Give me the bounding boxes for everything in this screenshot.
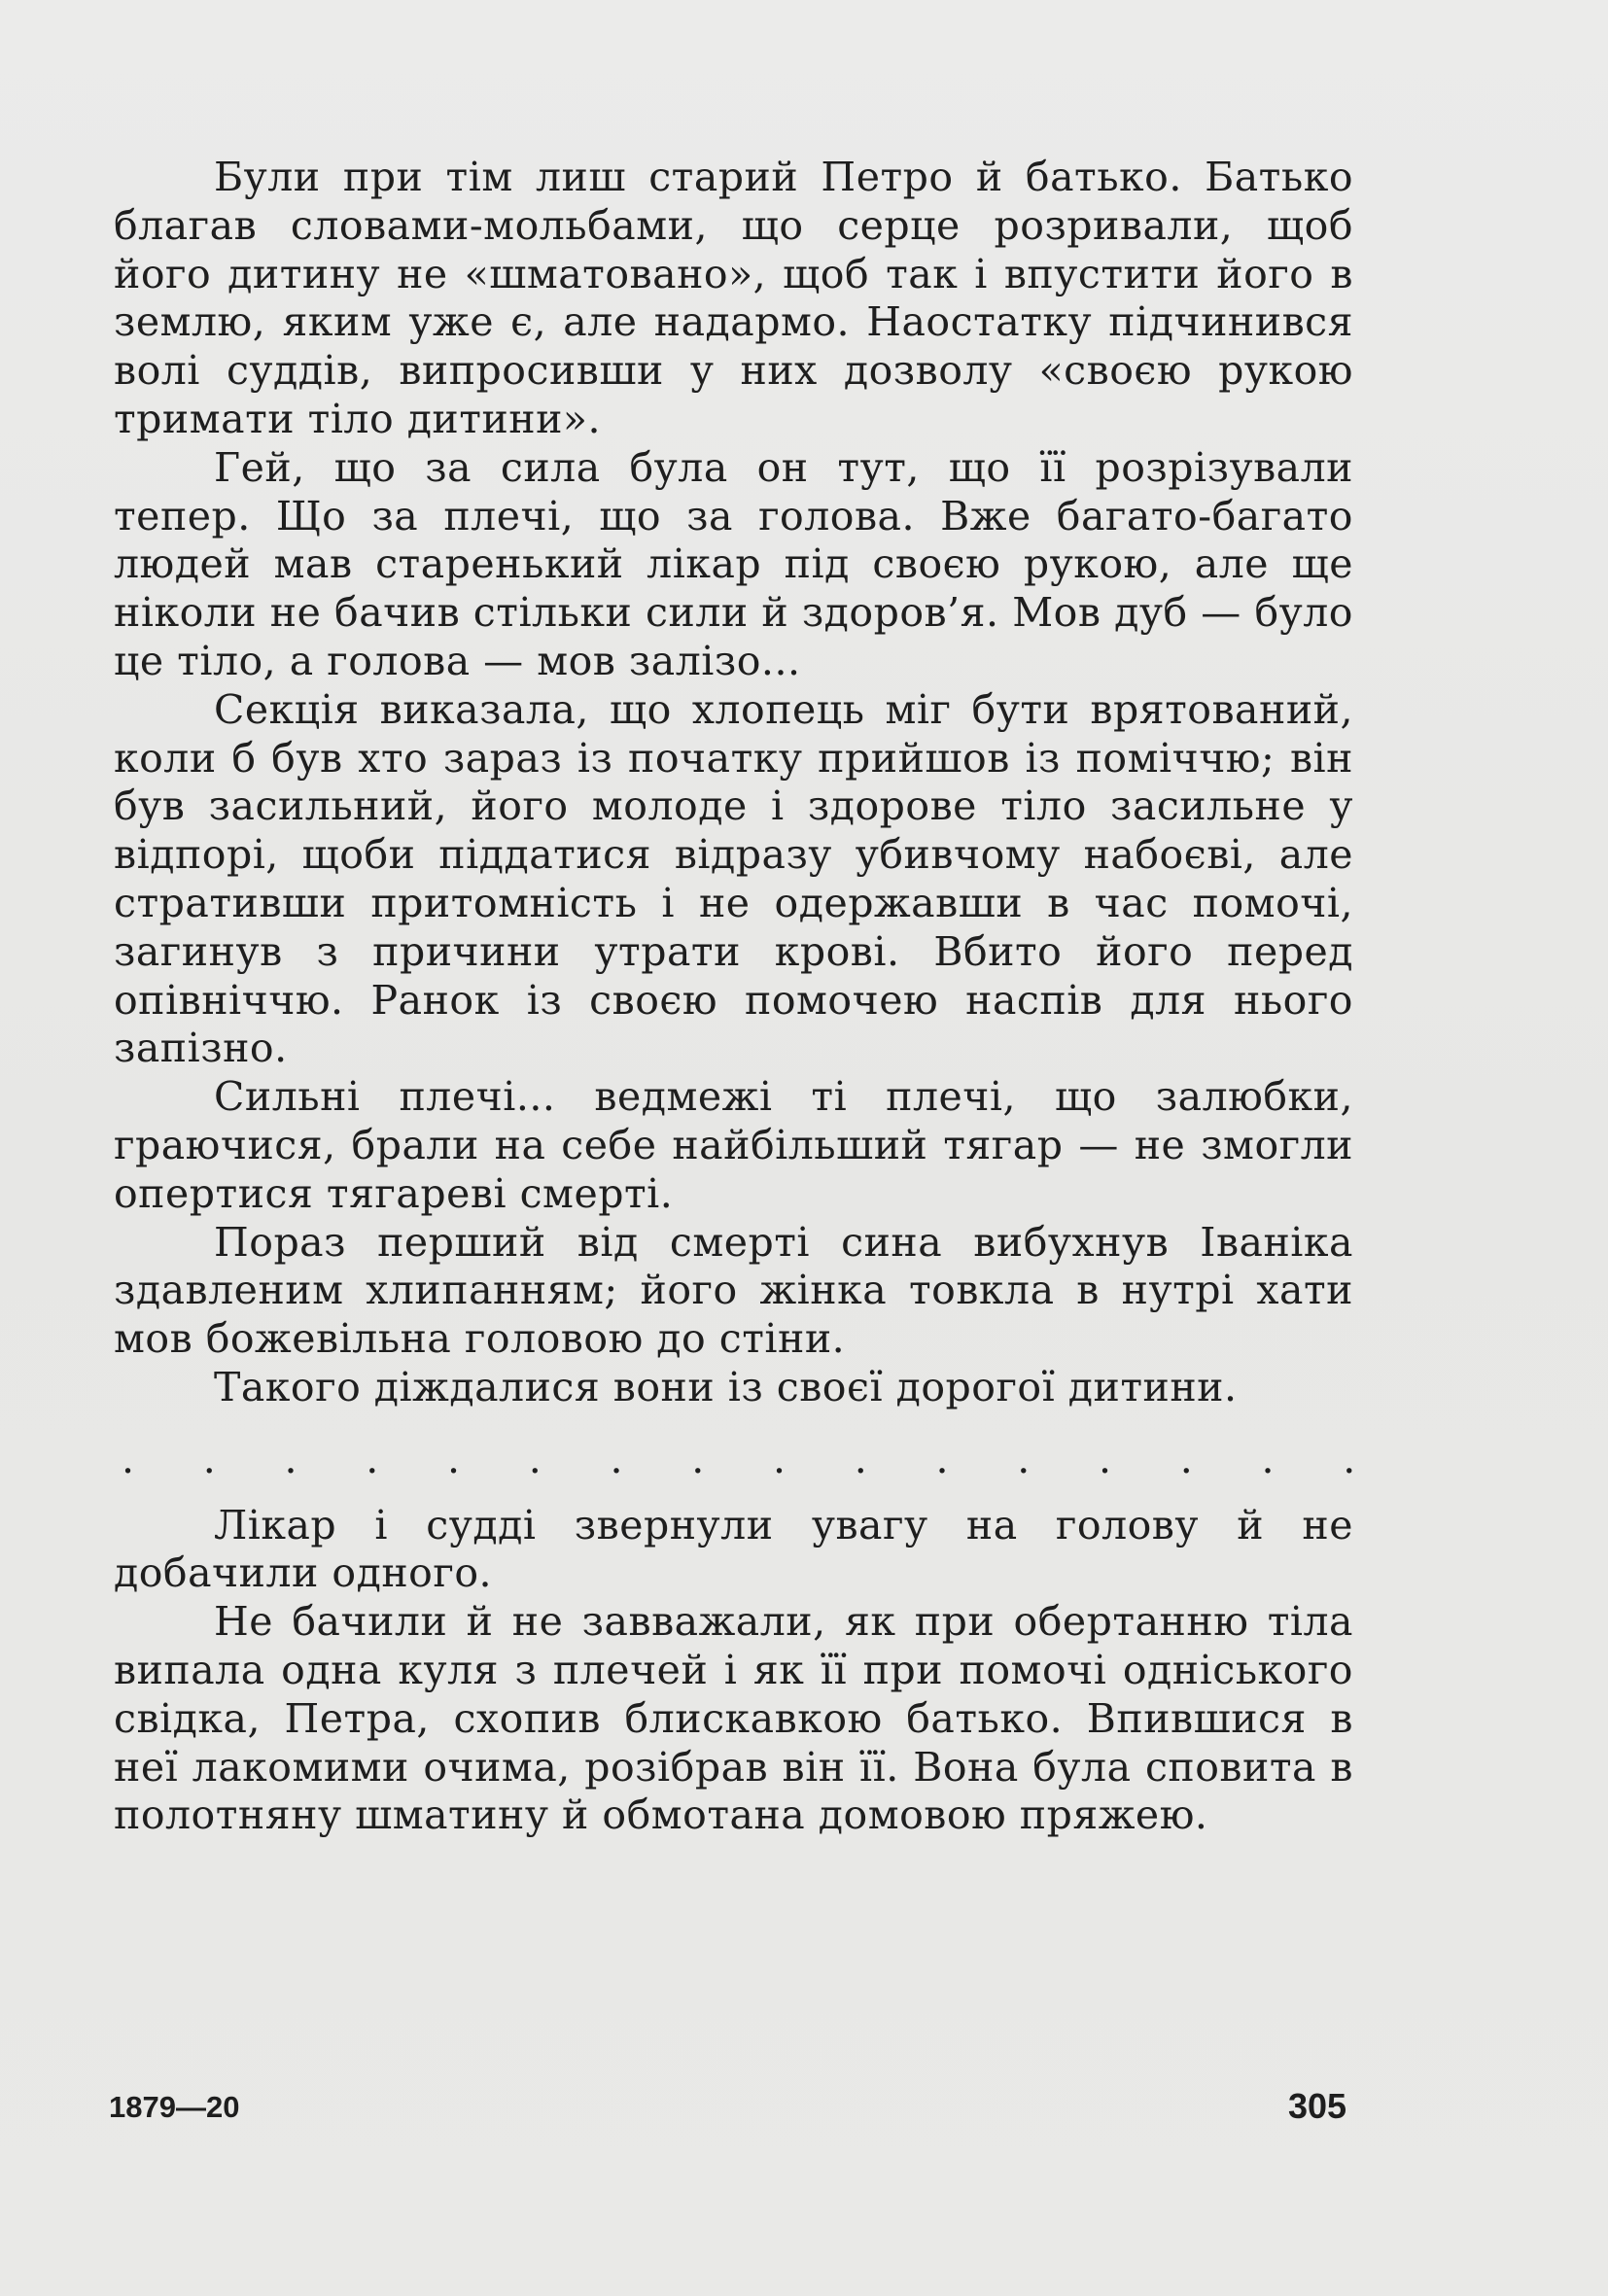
separator-dot: . (284, 1435, 298, 1482)
paragraph-7: Лікар і судді звернули увагу на голову й не добачили одного. (114, 1501, 1353, 1597)
separator-dot: . (773, 1435, 787, 1482)
separator-dot: . (122, 1435, 135, 1482)
separator-dot: . (447, 1435, 461, 1482)
separator-dot: . (366, 1435, 379, 1482)
paragraph-2: Гей, що за сила була он тут, що її розрізували тепер. Що за плечі, що за голова. Вже багато-багато людей мав старенький лікар під своєю рукою, але ще ніколи не бачив стільки сили й здоров’я. Мов дуб — було це тіло, а голова — мов залізо... (114, 443, 1353, 684)
paragraph-6: Такого діждалися вони із своєї дорогої дитини. (214, 1363, 1238, 1410)
separator-dot: . (1179, 1435, 1194, 1482)
separator-dot: . (202, 1435, 217, 1482)
separator-dot: . (610, 1435, 624, 1482)
body-text (114, 154, 1356, 1840)
page-number: 305 (1288, 2086, 1347, 2126)
paragraph-4: Сильні плечі... ведмежі ті плечі, що залюбки, граючися, брали на себе найбільший тягар — не змогли опертися тягареві смерті. (114, 1073, 1353, 1217)
separator-dot: . (528, 1435, 542, 1482)
paragraph-5: Пораз перший від смерті сина вибухнув Іваніка здавленим хлипанням; його жінка товкла в нутрі хати мов божевільна головою до стіни. (114, 1218, 1353, 1363)
separator-dot: . (854, 1435, 868, 1482)
section-separator (122, 1436, 1356, 1484)
printer-signature: 1879—20 (109, 2090, 240, 2124)
separator-dot: . (1017, 1435, 1031, 1482)
separator-dot: . (1261, 1435, 1276, 1482)
separator-dot: . (1099, 1435, 1112, 1482)
separator-dot: . (691, 1435, 705, 1482)
separator-dot: . (935, 1435, 950, 1482)
paragraph-1: Були при тім лиш старий Петро й батько. Батько благав словами-мольбами, що серце розривали, щоб його дитину не «шматовано», щоб так і впустити його в землю, яким уже є, але надармо. Наостатку підчинився волі суддів, випросивши у них дозволу «своєю рукою тримати тіло дитини». (114, 154, 1353, 442)
paragraph-3: Секція виказала, що хлопець міг бути врятований, коли б був хто зараз із початку прийшов із поміччю; він був засильний, його молоде і здорове тіло засильне у відпорі, щоби піддатися відразу убивчому набоєві, але стративши притомність і не одержавши в час помочі, загинув з причини утрати крові. Вбито його перед опівніччю. Ранок із своєю помочею наспів для нього запізно. (114, 685, 1353, 1072)
separator-dot: . (1343, 1435, 1356, 1482)
paragraph-8: Не бачили й не завважали, як при обертанню тіла випала одна куля з плечей і як її при помочі одніського свідка, Петра, схопив блискавкою батько. Впившися в неї лакомими очима, розібрав він її. Вона була сповита в полотняну шматину й обмотана домовою пряжею. (114, 1598, 1353, 1839)
